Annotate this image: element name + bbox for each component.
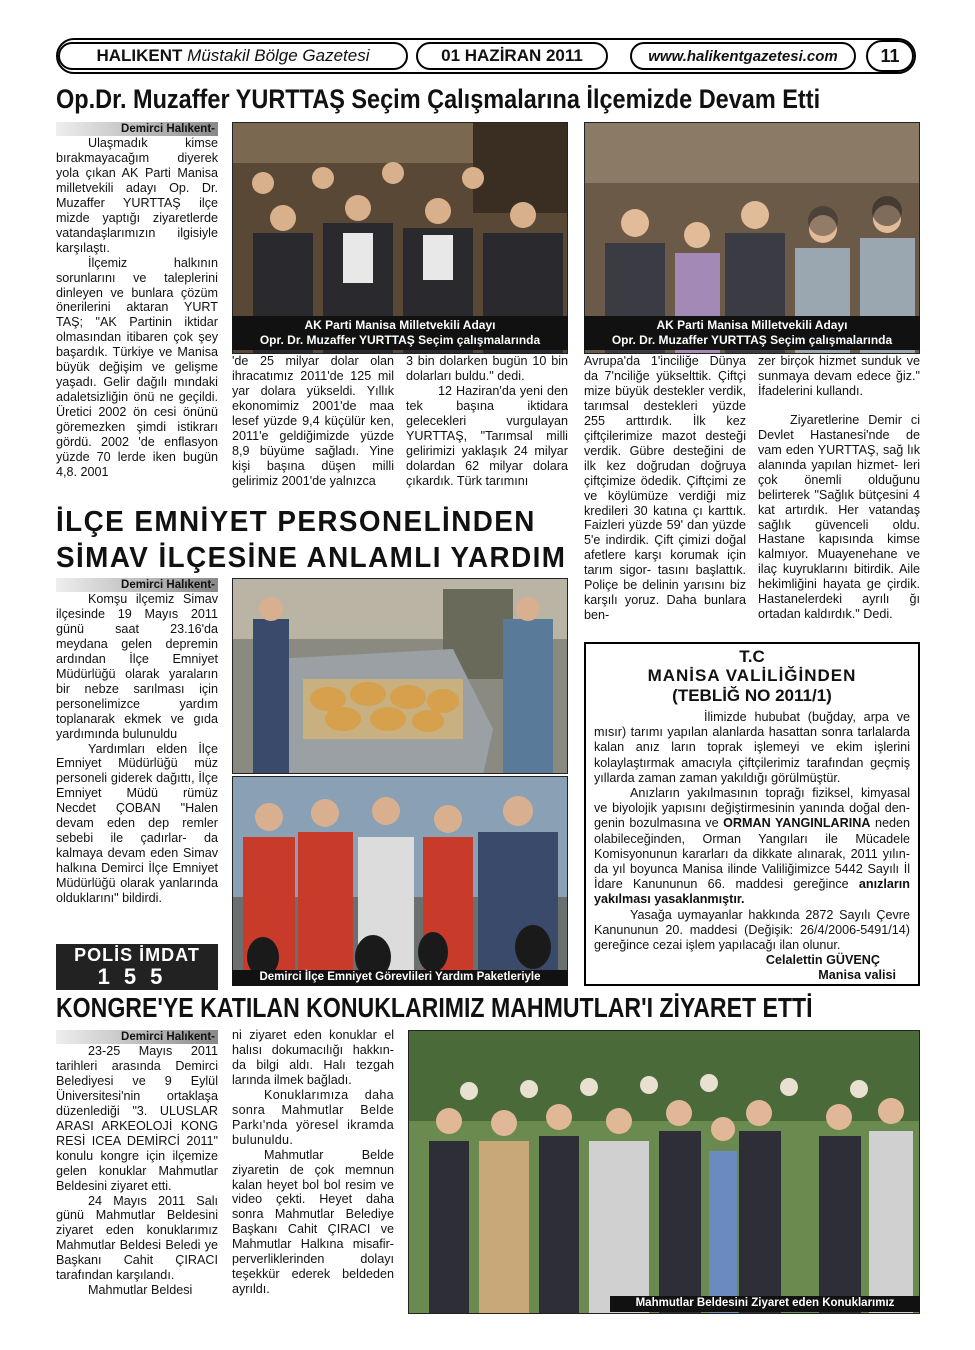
article1-photo1-caption: [232, 316, 568, 350]
article3-col1-p1: 23-25 Mayıs 2011 tarihleri arasında Demirci Belediyesi ve 9 Eylül Üniversitesi'nin ortaklaşa düzenlediği "3. ULUSLAR ARASI ARKEOLOJİ KONG RESİ ICEA DEMİRCİ 2011" konulu kongre için ilçemize gelen konuklar Mahmutlar Beldesini ziyaret etti.: [56, 1044, 218, 1193]
article1-col2: [232, 354, 394, 500]
article1-kicker-text: Demirci Halıkent-: [56, 122, 218, 136]
caption-line1: AK Parti Manisa Milletvekili Adayı: [304, 318, 496, 332]
article1-col3-p1: 3 bin dolarken bugün 10 bin dolarları buldu." dedi.: [406, 354, 568, 383]
police-bags-photo-image: [233, 777, 568, 986]
article3-col2: [232, 1028, 394, 1316]
article1-col3-p2: 12 Haziran'da yeni den tek başına iktidara gelecekleri vurgulayan YURTTAŞ, "Tarımsal milli gelirimizi yaklaşık 24 milyar dolardan 62 milyar dolara çıkardık. Türk tarımını: [406, 383, 568, 488]
article3-col2-p1: ni ziyaret eden konuklar el halısı dokumacılığı hakkın- da bilgi aldı. Halı tezgah larında ilmek bağladı.: [232, 1028, 394, 1087]
notice-title-line3: (TEBLİĞ NO 2011/1): [672, 686, 832, 705]
caption-line1: AK Parti Manisa Milletvekili Adayı: [656, 318, 848, 332]
governor-notice: [584, 642, 920, 986]
article1-col5-p1: zer birçok hizmet sunduk ve sunmaya devam edece ğiz." İfadelerini kullandı.: [758, 354, 920, 398]
notice-p2-a: Anızların yakılmasının toprağı fiziksel, kimyasal ve biyolojik yapısını değiştirmesinin yanında doğal den- genin bozulmasına ve: [594, 786, 910, 831]
article3-col1-p3: Mahmutlar Beldesi: [88, 1283, 193, 1298]
article3-kicker: [56, 1030, 218, 1044]
article2-p1: Komşu ilçemiz Simav ilçesinde 19 Mayıs 2011 günü saat 23.16'da meydana gelen depremin ardından İlçe Emniyet Müdürlüğü olarak yaraların bir nebze sarılması için personelimizce yardım toplanarak ekmek ve gıda yardımında bulunuldu: [56, 592, 218, 741]
notice-title-line2: MANİSA VALİLİĞİNDEN: [647, 666, 857, 685]
article3-photo-caption: Mahmutlar Beldesini Ziyaret eden Konuklarımız: [610, 1296, 920, 1312]
notice-body: [594, 710, 910, 984]
header-paper-name: [58, 42, 408, 70]
caption-line2: Opr. Dr. Muzaffer YURTTAŞ Seçim çalışmalarında: [259, 333, 541, 347]
article1-kicker: [56, 122, 218, 136]
notice-p2-c: neden olabileceğinden, Orman Yangıları ile Mücadele Komisyonunun kararları da dikkate alınarak, 2011 yılın- da yıl boyunca Manisa ilinde Valiliğimizce 5442 Sayılı İl İdare Kanununun 66. maddesi gereğince: [594, 816, 910, 892]
article1-col4-p1: Avrupa'da 1'inciliğe Dünya da 7'nciliğe yükselttik. Çiftçi mize büyük destekler verdik, tarımsal destekleri yüzde 255 arttırdık. İlk kez çiftçilerimize mazot desteği verdik. Gübre desteğini de ilk kez doğrudan doğruya çiftçimize ödedik. Çiftçimi ze ve köylümüze verdiği miz kredileri 30 katına çı karttık. Faizleri yüzde 59' dan yüzde 5'e indirdik. Çift çimizi doğal afetlere karşı korumak için tarım sigor- tasını başlattık. Poliçe be delinin yarısını biz karşılı yoruz. Daha bunlara ben-: [584, 354, 746, 623]
paper-name-bold: HALIKENT: [96, 46, 183, 65]
article3-col1-p2: 24 Mayıs 2011 Salı günü Mahmutlar Beldesini ziyaret eden konuklarımız Mahmutlar Beldesi Beledi ye Başkanı Cahit ÇIRACI tarafından karşılandı.: [56, 1193, 218, 1283]
header-page-number: [866, 40, 914, 72]
article2-headline-line2: SİMAV İLÇESİNE ANLAMLI YARDIM: [56, 542, 567, 574]
caption-line2: Opr. Dr. Muzaffer YURTTAŞ Seçim çalışmalarında: [611, 333, 893, 347]
car-bread-photo-image: [233, 579, 568, 774]
article2-photo-bags: [232, 776, 568, 986]
notice-sign-title: Manisa valisi: [818, 968, 896, 983]
article3-col2-p3: Mahmutlar Belde ziyaretin de çok memnun kalan heyet bol bol resim ve video çekti. Heyet daha sonra Mahmutlar Belediye Başkanı Cahit ÇIRACI ve Mahmutlar Halkına misafir- perverliklerinden dolayı teşekkür ederek beldeden ayrıldı.: [232, 1147, 394, 1297]
article2-p2: Yardımları elden İlçe Emniyet Müdürlüğü müz personeli giderek dağıttı, İlçe Emniyet Müdü rümüz Necdet ÇOBAN "Halen devam eden dep remler sebebi ile çadırlar- da kalmaya devam eden Simav halkına Demirci İlçe Emniyet Müdürlüğü olarak yanlarında olduklarını" bildirdi.: [56, 741, 218, 906]
article2-photo-caption: Demirci İlçe Emniyet Görevlileri Yardım Paketleriyle: [232, 970, 568, 986]
article2-kicker-text: Demirci Halıkent-: [56, 578, 218, 592]
guests-group-photo-image: [409, 1031, 920, 1314]
article1-col2-p1: 'de 25 milyar dolar olan ihracatımız 2011'de 125 mil yar dolara yükseldi. Yıllık ekonomimiz 2001'de maa lesef yüzde 9,4 küçülür ken, 2011'e geldiğimizde yüzde 8,9 büyüme sağladı. Yine kişi başına düşen milli gelirimiz 2001'de yalnızca: [232, 354, 394, 488]
website-text: www.halikentgazetesi.com: [648, 47, 838, 65]
header-website[interactable]: [630, 42, 856, 70]
article2-photo-car: [232, 578, 568, 774]
article2-headline-line1: İLÇE EMNİYET PERSONELİNDEN: [56, 506, 536, 538]
notice-p1: İlimizde hububat (buğday, arpa ve mısır) tarımı yapılan alanlarda hasattan sonra tarlalarda kalan anız ların toprak işlemeyi ve ekim işlerini kolaylaştırmak amacıyla çiftçilerimiz tarafından geçmiş yıllarda zaman zaman yakıldığı görülmüştür.: [594, 710, 910, 785]
paper-name-italic: Müstakil Bölge Gazetesi: [187, 46, 370, 65]
date-text: 01 HAZİRAN 2011: [441, 46, 583, 65]
article1-col1-p1: Ulaşmadık kimse bırakmayacağım diyerek yola çıkan AK Parti Manisa milletvekili adayı Op. Dr. Muzaffer YURTTAŞ ilçe mizde yaptığı ziyaretlerde vatandaşlarımızın ilgisiyle karşılaştı.: [56, 136, 218, 255]
article1-col5-p2: Ziyaretlerine Demir ci Devlet Hastanesi'nde de vam eden YURTTAŞ, sağ lık alanında yapılan hizmet- leri çok önemli olduğunu belirterek "Sağlık bütçesini 4 kat artırdık. Her vatandaş sağlık güvenceli oldu. Hastane kapısında kimse kalmıyor. Muayenehane ve ilaç kuyruklarını bitirdik. Aile hekimliğini hayata ge çirdik. Hastanelerdeki ayrılı ğı ortadan kaldırdık." Dedi.: [758, 412, 920, 622]
police-label: POLİS İMDAT: [74, 945, 200, 965]
article1-col1: [56, 136, 218, 500]
article3-photo-guests: [408, 1030, 920, 1314]
notice-p2-bold2: anızların yakılması yasaklanmıştır.: [594, 877, 910, 907]
notice-p3: Yasağa uymayanlar hakkında 2872 Sayılı Çevre Kanununun 20. maddesi (Değişik: 26/4/2006-5491/14) gereğince cezai işlem yapılacağı ilan olunur.: [594, 907, 910, 953]
article3-kicker-text: Demirci Halıkent-: [56, 1030, 218, 1044]
notice-p2-bold1: ORMAN YANGINLARINA: [723, 816, 871, 831]
article1-col5: [758, 354, 920, 638]
article1-headline: Op.Dr. Muzaffer YURTTAŞ Seçim Çalışmalarına İlçemizde Devam Etti: [56, 84, 821, 114]
article3-headline: KONGRE'YE KATILAN KONUKLARIMIZ MAHMUTLAR'I ZİYARET ETTİ: [56, 992, 813, 1023]
article2-col1: [56, 592, 218, 944]
article1-col3: [406, 354, 568, 500]
page-number-text: 11: [880, 45, 900, 66]
police-emergency-box: [56, 944, 218, 990]
notice-sign-name: Celalettin GÜVENÇ: [765, 953, 880, 968]
article1-photo2-caption: [584, 316, 920, 350]
article3-col1: [56, 1044, 218, 1316]
article1-col1-p2: İlçemiz halkının sorunlarını ve taleplerini dinleyen ve bunlara çözüm önerilerini aktaran YURT TAŞ; "AK Partinin iktidar olmasından itibaren çok şey başardık. Türkiye ve Manisa büyük değişim ve gelişme yaşadı. Gelir dağılı mındaki adaletsizliğin önü ne geçildi. Üretici 2002 ön cesi önünü göremezken şimdi istikrarı gördü. 2002 'de enflasyon yüzde 70 lerde iken bugün 4,8. 2001: [56, 255, 218, 479]
article3-col2-p2: Konuklarımıza daha sonra Mahmutlar Belde Parkı'nda yöresel ikramda bulunuldu.: [232, 1087, 394, 1147]
police-number: 155: [97, 964, 177, 989]
notice-title-line1: T.C: [739, 647, 765, 666]
article2-kicker: [56, 578, 218, 592]
article1-col4: [584, 354, 746, 638]
header-date: [416, 42, 608, 70]
